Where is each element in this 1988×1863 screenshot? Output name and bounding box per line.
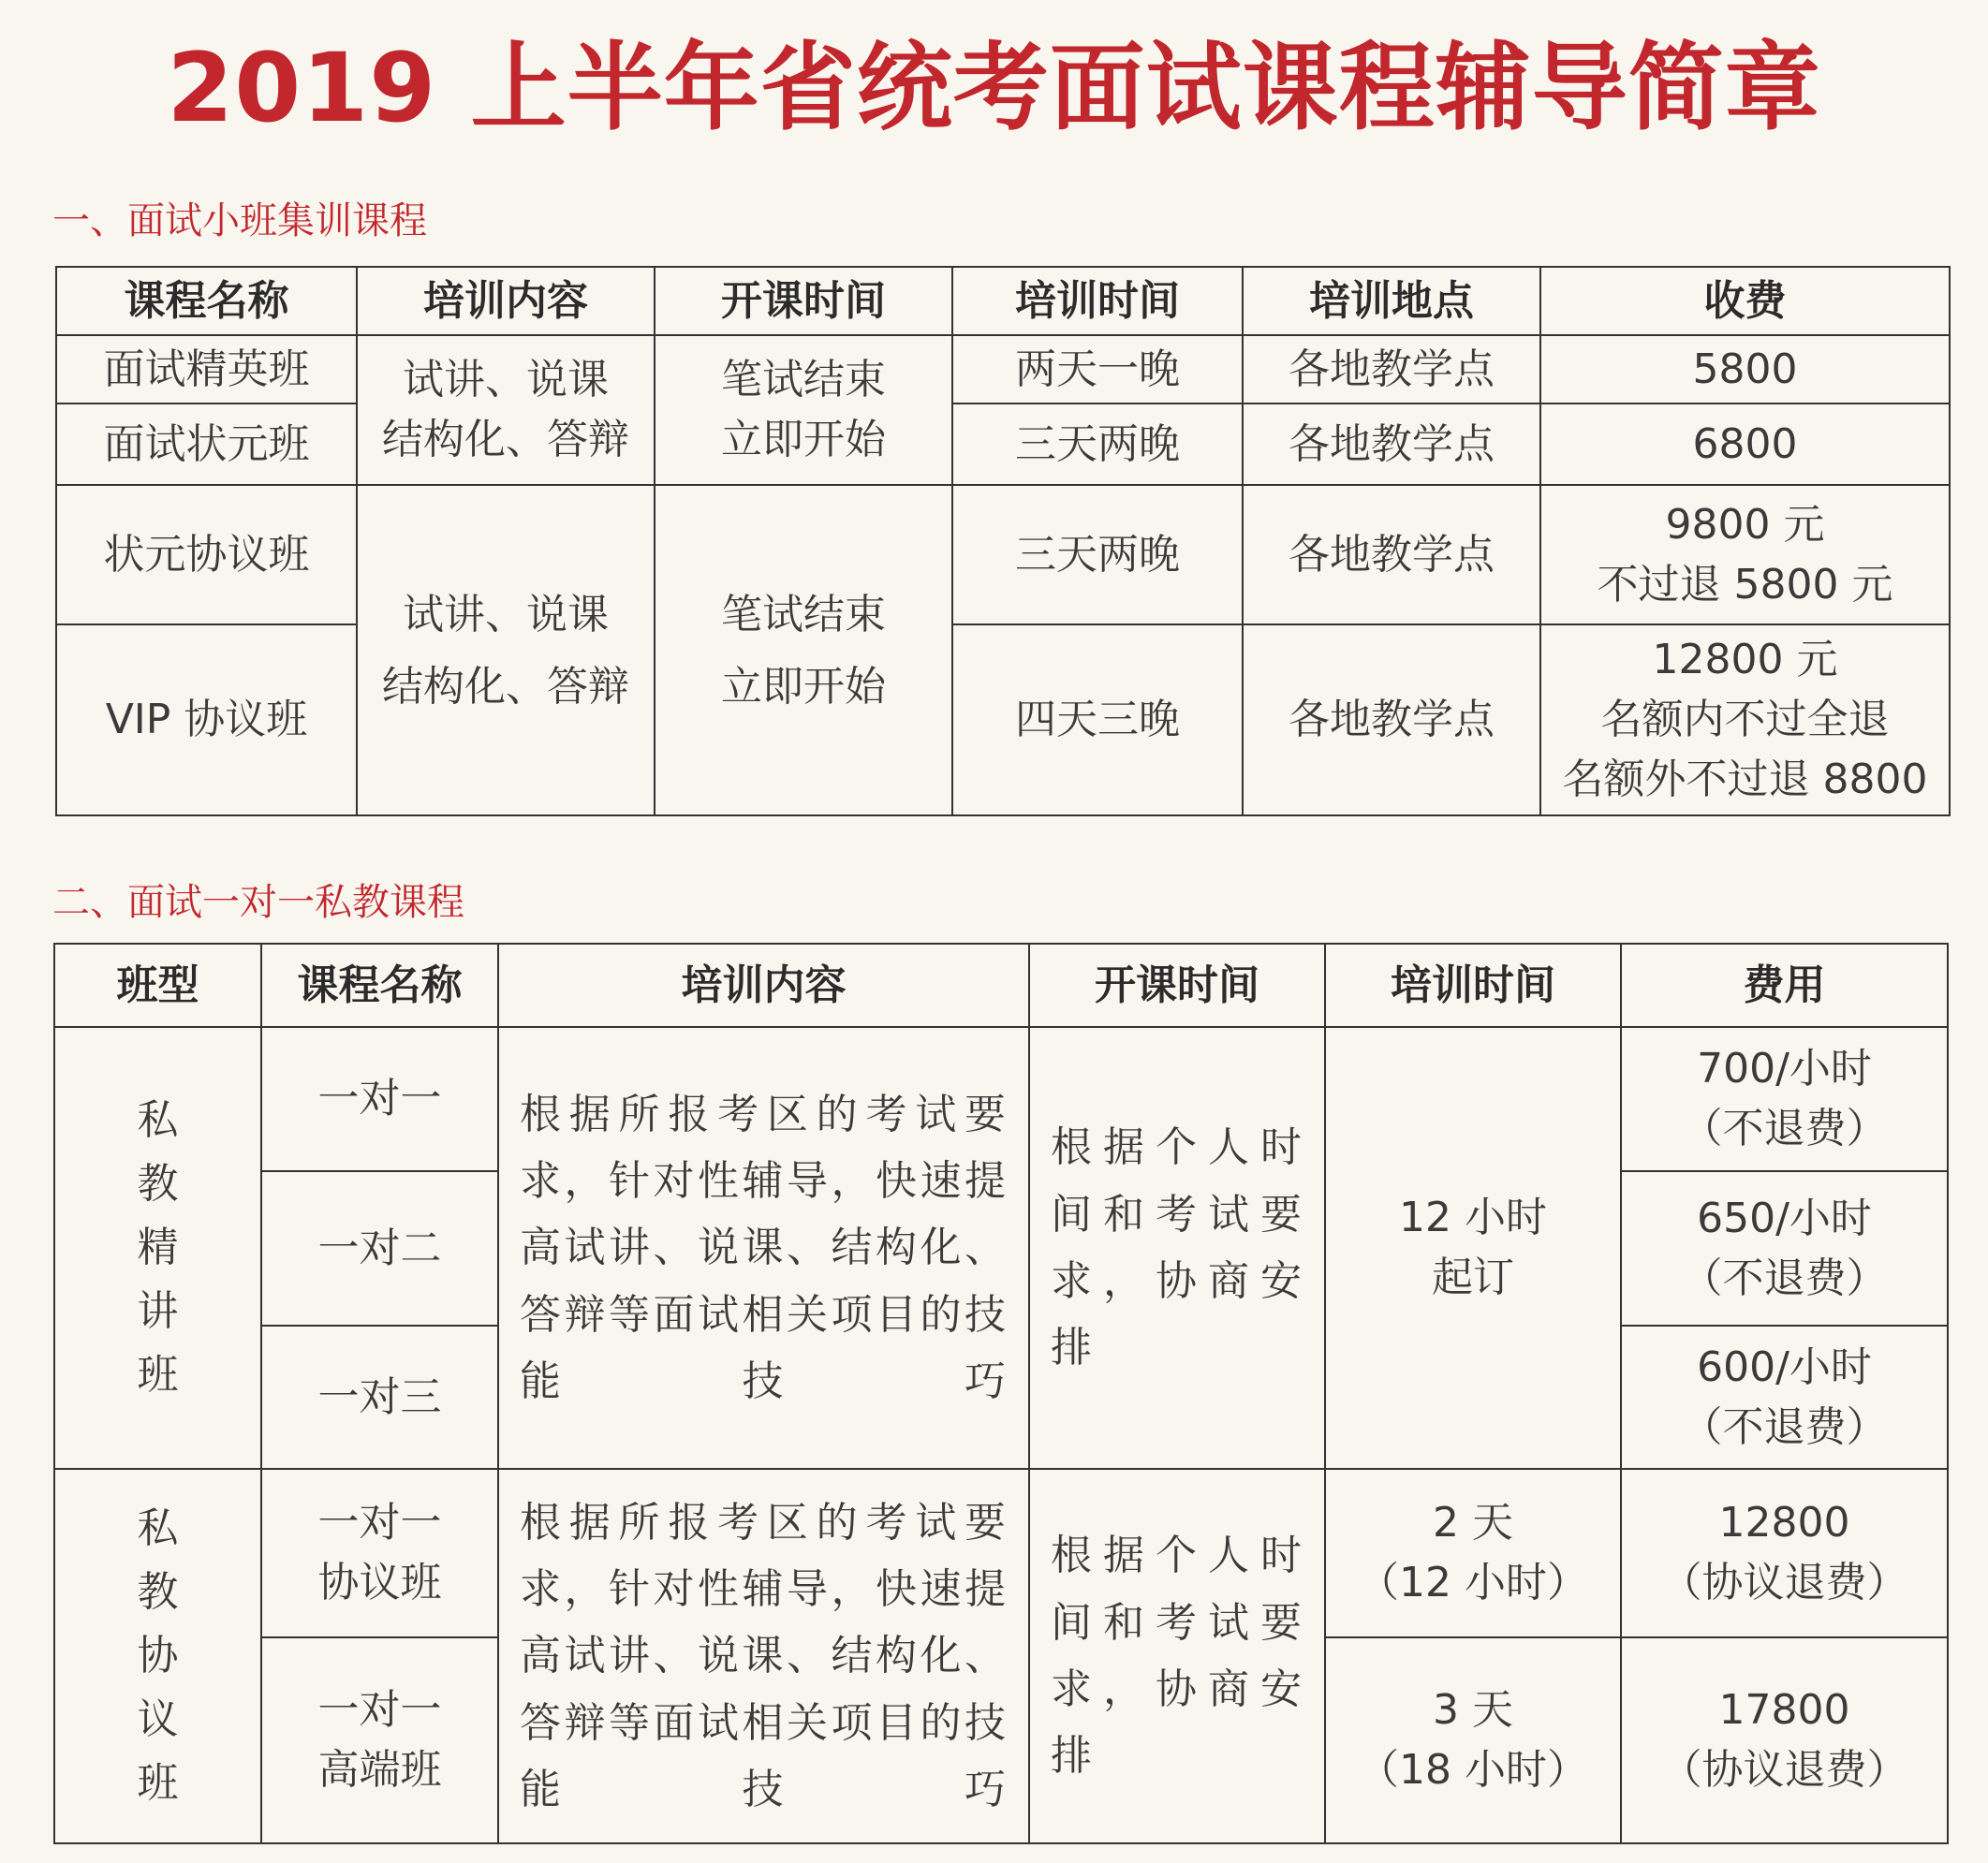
header-start-time: 开课时间 <box>655 267 952 335</box>
fee-line: （协议退费） <box>1660 1746 1908 1794</box>
section-1-heading: 一、面试小班集训课程 <box>52 199 427 242</box>
course-name-line: 高端班 <box>317 1746 442 1794</box>
header-fee: 费用 <box>1621 944 1948 1027</box>
location: 各地教学点 <box>1243 485 1540 624</box>
group-class-table <box>55 266 1951 816</box>
location: 各地教学点 <box>1243 624 1540 815</box>
duration: 四天三晚 <box>952 624 1243 815</box>
fee <box>1540 624 1950 815</box>
start-line: 立即开始 <box>721 416 886 463</box>
duration-line: （18 小时） <box>1358 1746 1588 1794</box>
location: 各地教学点 <box>1243 403 1540 485</box>
fee <box>1540 485 1950 624</box>
fee-line: （不退费） <box>1681 1254 1888 1302</box>
fee-line: 650/小时 <box>1697 1194 1872 1242</box>
course-name-line: 协议班 <box>317 1559 442 1606</box>
section-2-heading: 二、面试一对一私教课程 <box>52 881 464 924</box>
fee-line: 700/小时 <box>1697 1045 1872 1093</box>
course-name: VIP 协议班 <box>56 624 357 815</box>
course-name-line: 一对一 <box>317 1686 442 1735</box>
fee-line: （不退费） <box>1681 1105 1888 1152</box>
course-name: 一对二 <box>261 1171 498 1326</box>
content-line: 结构化、答辩 <box>382 662 629 711</box>
header-content: 培训内容 <box>357 267 655 335</box>
duration: 两天一晚 <box>952 335 1243 403</box>
fee <box>1621 1171 1948 1326</box>
duration-line: （12 小时） <box>1358 1559 1588 1606</box>
class-type <box>54 1469 261 1843</box>
duration <box>1325 1637 1621 1843</box>
header-content: 培训内容 <box>498 944 1029 1027</box>
fee: 5800 <box>1540 335 1950 403</box>
fee-line: （协议退费） <box>1660 1559 1908 1606</box>
table-row <box>56 335 1950 403</box>
course-name: 一对一 <box>261 1027 498 1171</box>
table-row <box>54 1027 1948 1171</box>
course-name <box>261 1469 498 1637</box>
fee <box>1621 1027 1948 1171</box>
start-line: 笔试结束 <box>721 590 886 638</box>
fee-line: 名额内不过全退 <box>1600 696 1890 744</box>
fee-line: 17800 <box>1718 1686 1850 1735</box>
start-time <box>655 485 952 815</box>
fee <box>1621 1326 1948 1469</box>
duration-line: 3 天 <box>1433 1686 1513 1735</box>
class-type-label: 私教协议班 <box>137 1504 179 1808</box>
header-course-name: 课程名称 <box>261 944 498 1027</box>
training-content: 根据所报考区的考试要求，针对性辅导，快速提高试讲、说课、结构化、答辩等面试相关项目的技能技巧 <box>498 1469 1029 1843</box>
table-row <box>56 624 1950 815</box>
header-duration: 培训时间 <box>952 267 1243 335</box>
course-name-line: 一对一 <box>317 1499 442 1548</box>
start-time: 根据个人时间和考试要求，协商安排 <box>1029 1027 1325 1469</box>
location: 各地教学点 <box>1243 335 1540 403</box>
class-type-label: 私教精讲班 <box>137 1095 179 1400</box>
content-line: 试讲、说课 <box>403 356 609 404</box>
duration-line: 12 小时 <box>1399 1194 1547 1242</box>
table-row <box>54 1469 1948 1637</box>
header-duration: 培训时间 <box>1325 944 1621 1027</box>
course-name: 面试状元班 <box>56 403 357 485</box>
start-time: 根据个人时间和考试要求，协商安排 <box>1029 1469 1325 1843</box>
table-header-row <box>54 944 1948 1027</box>
start-time <box>655 335 952 485</box>
header-class-type: 班型 <box>54 944 261 1027</box>
training-content <box>357 335 655 485</box>
content-line: 结构化、答辩 <box>382 416 629 463</box>
duration <box>1325 1469 1621 1637</box>
course-name: 一对三 <box>261 1326 498 1469</box>
fee-line: 名额外不过退 8800 <box>1562 755 1928 803</box>
fee <box>1621 1469 1948 1637</box>
private-tutoring-table <box>53 943 1949 1844</box>
duration <box>1325 1027 1621 1469</box>
duration: 三天两晚 <box>952 485 1243 624</box>
fee-line: 12800 元 <box>1652 636 1838 684</box>
duration-line: 起订 <box>1432 1254 1514 1301</box>
content-line: 试讲、说课 <box>403 590 609 638</box>
header-location: 培训地点 <box>1243 267 1540 335</box>
fee-line: 600/小时 <box>1697 1342 1872 1391</box>
header-course-name: 课程名称 <box>56 267 357 335</box>
page-title: 2019 上半年省统考面试课程辅导简章 <box>167 33 1821 144</box>
duration-line: 2 天 <box>1433 1499 1513 1548</box>
course-name: 面试精英班 <box>56 335 357 403</box>
header-fee: 收费 <box>1540 267 1950 335</box>
course-name <box>261 1637 498 1843</box>
start-line: 笔试结束 <box>721 356 886 404</box>
fee <box>1621 1637 1948 1843</box>
table-header-row <box>56 267 1950 335</box>
training-content <box>357 485 655 815</box>
table-row <box>56 403 1950 485</box>
training-content: 根据所报考区的考试要求，针对性辅导，快速提高试讲、说课、结构化、答辩等面试相关项目的技能技巧 <box>498 1027 1029 1469</box>
header-start-time: 开课时间 <box>1029 944 1325 1027</box>
fee-line: 9800 元 <box>1665 500 1825 549</box>
course-name: 状元协议班 <box>56 485 357 624</box>
start-line: 立即开始 <box>721 662 886 711</box>
fee-line: （不退费） <box>1681 1402 1888 1451</box>
table-row <box>56 485 1950 624</box>
fee-line: 不过退 5800 元 <box>1597 560 1893 609</box>
class-type <box>54 1027 261 1469</box>
duration: 三天两晚 <box>952 403 1243 485</box>
fee: 6800 <box>1540 403 1950 485</box>
fee-line: 12800 <box>1718 1499 1850 1548</box>
